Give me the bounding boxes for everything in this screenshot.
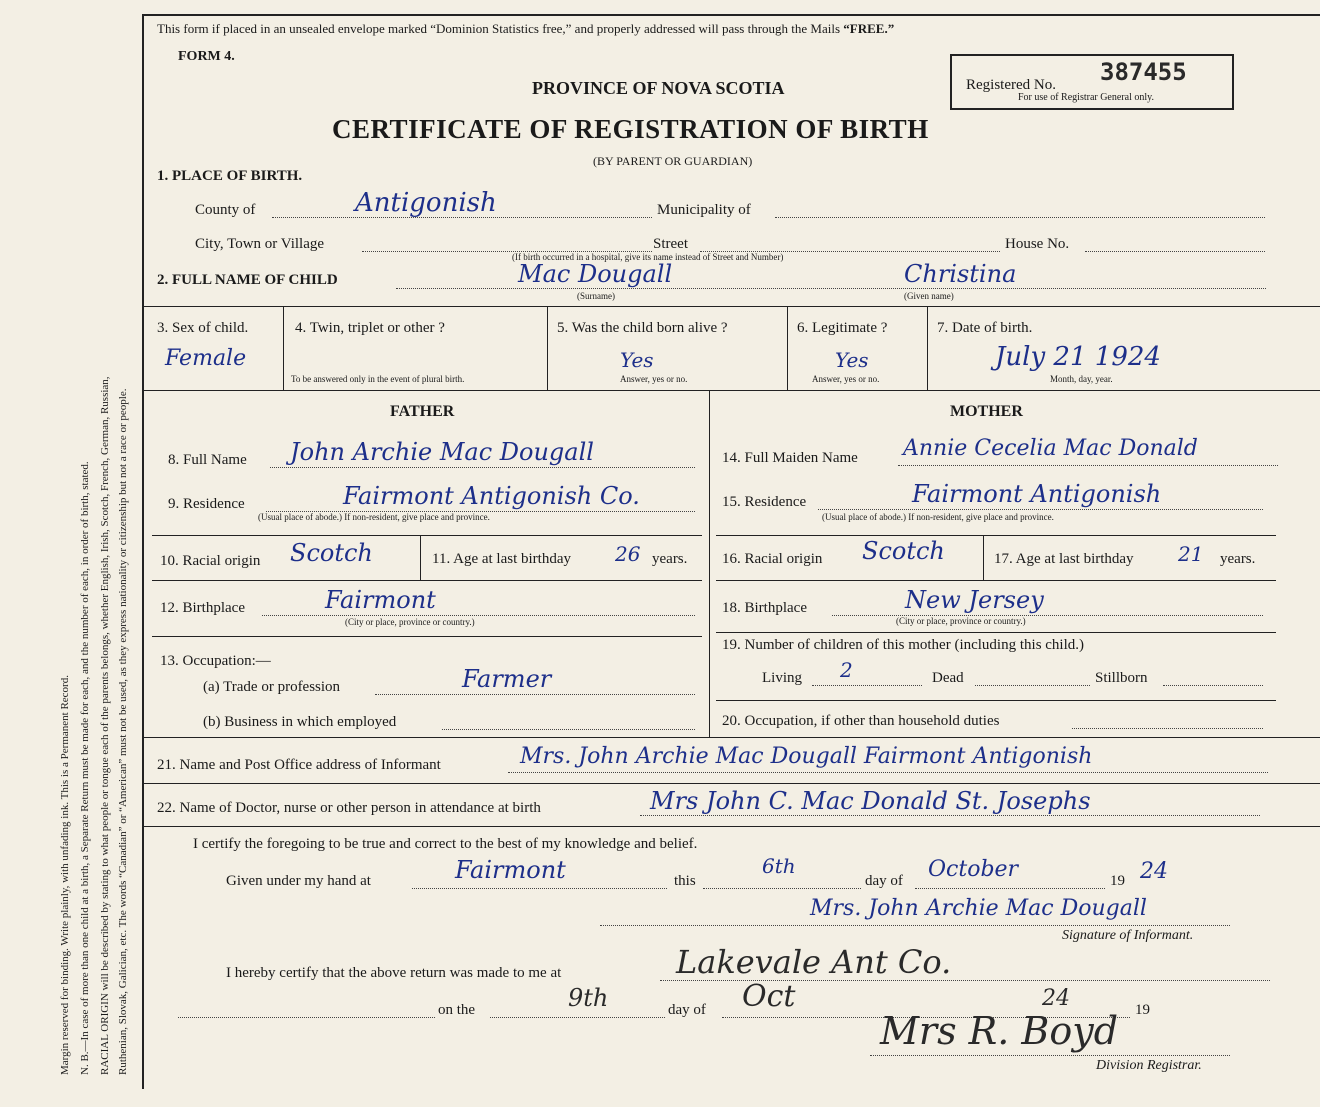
cert-year-prefix: 19 (1110, 873, 1125, 889)
dead-label: Dead (932, 670, 964, 686)
mother-name-label: 14. Full Maiden Name (722, 450, 858, 466)
alive-value: Yes (620, 348, 654, 372)
given-place-line (412, 888, 667, 889)
this-day-value: 6th (762, 854, 796, 878)
cert-year-suffix: 24 (1140, 859, 1168, 884)
father-age-value: 26 (615, 542, 641, 566)
father-birthplace-label: 12. Birthplace (160, 600, 245, 616)
father-racial-value: Scotch (290, 539, 373, 567)
registrar-on-the-label: on the (438, 1002, 476, 1018)
province-heading: PROVINCE OF NOVA SCOTIA (532, 78, 785, 98)
informant-rule-bottom (142, 783, 1320, 784)
registrar-day-line (490, 1017, 665, 1018)
given-caption: (Given name) (904, 291, 954, 301)
county-value: Antigonish (355, 188, 497, 218)
mother-racial-rule-bottom (716, 580, 1276, 581)
informant-signature-caption: Signature of Informant. (1062, 928, 1194, 943)
informant-value: Mrs. John Archie Mac Dougall Fairmont Antigonish (520, 744, 1093, 769)
registrar-signature-line (870, 1055, 1230, 1056)
doctor-rule-bottom (142, 826, 1320, 827)
sex-value: Female (165, 346, 247, 371)
doctor-label: 22. Name of Doctor, nurse or other person in attendance at birth (157, 800, 541, 816)
surname-caption: (Surname) (577, 291, 615, 301)
date-of-birth-note: Month, day, year. (1050, 374, 1113, 384)
sex-label: 3. Sex of child. (157, 320, 249, 336)
mother-occupation-line (1072, 728, 1263, 729)
city-label: City, Town or Village (195, 236, 325, 252)
twin-label: 4. Twin, triplet or other ? (295, 320, 445, 336)
mother-racial-label: 16. Racial origin (722, 551, 823, 567)
municipality-line (775, 217, 1265, 218)
margin-line-3: RACIAL ORIGIN will be described by stating to what people or tongue each of the parents belongs, whether English, Irish, Scotch, French, German, Russian, (99, 376, 111, 1075)
this-label: this (674, 873, 696, 889)
cert-month-value: October (928, 857, 1019, 882)
informant-line (508, 772, 1268, 773)
legitimate-label: 6. Legitimate ? (797, 320, 888, 336)
street-label: Street (653, 236, 688, 252)
margin-line-2: N. B.—In case of more than one child at a birth, a Separate Return must be made for each, and the number of each, in order of birth, stated. (79, 461, 91, 1075)
mother-heading: MOTHER (950, 403, 1023, 420)
father-birthplace-rule (152, 636, 702, 637)
informant-label: 21. Name and Post Office address of Informant (157, 757, 441, 773)
mother-racial-divider (983, 535, 984, 580)
father-racial-label: 10. Racial origin (160, 553, 261, 569)
doctor-value: Mrs John C. Mac Donald St. Josephs (650, 787, 1091, 815)
doctor-line (640, 815, 1260, 816)
father-birthplace-value: Fairmont (325, 586, 436, 614)
page-subtitle: (BY PARENT OR GUARDIAN) (593, 154, 753, 168)
mother-occupation-label: 20. Occupation, if other than household duties (722, 713, 1000, 729)
father-age-unit: years. (652, 551, 688, 567)
mother-birthplace-note: (City or place, province or country.) (896, 616, 1026, 626)
cert-day-of-label: day of (865, 873, 903, 889)
margin-line-1: Margin reserved for binding. Write plainly, with unfading ink. This is a Permanent Record. (59, 675, 71, 1075)
legitimate-note: Answer, yes or no. (812, 374, 880, 384)
mother-residence-note: (Usual place of abode.) If non-resident, give place and province. (822, 512, 1054, 522)
alive-label: 5. Was the child born alive ? (557, 320, 728, 336)
registrar-caption: Division Registrar. (1096, 1058, 1202, 1073)
father-residence-note: (Usual place of abode.) If non-resident, give place and province. (258, 512, 490, 522)
mother-racial-value: Scotch (862, 537, 945, 565)
this-day-line (703, 888, 861, 889)
stillborn-label: Stillborn (1095, 670, 1148, 686)
registrar-month-value: Oct (742, 979, 796, 1014)
father-residence-label: 9. Residence (168, 496, 245, 512)
father-name-value: John Archie Mac Dougall (290, 438, 594, 466)
registered-no-value: 387455 (1100, 58, 1187, 86)
informant-signature-line (600, 925, 1230, 926)
mother-children-rule (716, 700, 1276, 701)
registrar-day-of-label: day of (668, 1002, 706, 1018)
mother-racial-rule-top (716, 535, 1276, 536)
details-divider-3 (787, 306, 788, 390)
margin-line-4: Ruthenian, Slovak, Galician, etc. The words “Canadian” or “American” must not be used, as they express nationality or citizenship but not a race or people. (117, 388, 129, 1075)
registrar-signature: Mrs R. Boyd (880, 1009, 1119, 1053)
mother-birthplace-label: 18. Birthplace (722, 600, 807, 616)
date-of-birth-label: 7. Date of birth. (937, 320, 1033, 336)
father-racial-divider (420, 535, 421, 580)
mother-residence-label: 15. Residence (722, 494, 807, 510)
registrar-day-value: 9th (568, 984, 609, 1012)
legitimate-value: Yes (835, 348, 869, 372)
certify-statement: I certify the foregoing to be true and correct to the best of my knowledge and belief. (193, 836, 698, 852)
county-label: County of (195, 202, 256, 218)
details-divider-1 (283, 306, 284, 390)
details-divider-2 (547, 306, 548, 390)
father-racial-rule-bottom (152, 580, 702, 581)
child-name-label: 2. FULL NAME OF CHILD (157, 272, 338, 288)
mother-residence-line (818, 509, 1263, 510)
living-line (812, 685, 922, 686)
father-business-label: (b) Business in which employed (203, 714, 397, 730)
place-of-birth-label: 1. PLACE OF BIRTH. (157, 168, 303, 184)
top-notice (157, 22, 894, 35)
mother-age-value: 21 (1178, 542, 1204, 566)
left-frame-rule (142, 14, 144, 1089)
dead-line (975, 685, 1090, 686)
details-divider-4 (927, 306, 928, 390)
registrar-statement: I hereby certify that the above return was made to me at (226, 965, 562, 981)
municipality-label: Municipality of (657, 202, 751, 218)
alive-note: Answer, yes or no. (620, 374, 688, 384)
mother-age-unit: years. (1220, 551, 1256, 567)
given-under-label: Given under my hand at (226, 873, 371, 889)
mother-residence-value: Fairmont Antigonish (912, 480, 1162, 508)
father-occupation-label: 13. Occupation:— (160, 653, 271, 669)
mother-birthplace-rule (716, 632, 1276, 633)
father-racial-rule-top (152, 535, 702, 536)
date-of-birth-value: July 21 1924 (995, 342, 1161, 372)
top-notice-text: This form if placed in an unsealed envelope marked “Dominion Statistics free,” and properly addressed will pass through the Mails (157, 21, 841, 36)
twin-note: To be answered only in the event of plural birth. (291, 374, 465, 384)
registrar-year-suffix: 24 (1042, 986, 1070, 1011)
registrar-year-prefix: 19 (1135, 1002, 1150, 1018)
child-given-name: Christina (904, 260, 1017, 288)
mother-name-value: Annie Cecelia Mac Donald (903, 436, 1198, 461)
father-heading: FATHER (390, 403, 455, 420)
house-label: House No. (1005, 236, 1070, 252)
mother-name-line (898, 465, 1278, 466)
father-trade-label: (a) Trade or profession (203, 679, 341, 695)
given-place-value: Fairmont (455, 856, 566, 884)
parents-center-rule (709, 390, 710, 737)
registrar-place-value: Lakevale Ant Co. (676, 943, 952, 981)
father-birthplace-note: (City or place, province or country.) (345, 617, 475, 627)
father-business-line (442, 729, 695, 730)
father-name-label: 8. Full Name (168, 452, 247, 468)
top-notice-free: “FREE.” (843, 21, 895, 36)
page-title: CERTIFICATE OF REGISTRATION OF BIRTH (332, 114, 929, 144)
cert-month-line (915, 888, 1105, 889)
informant-rule-top (142, 737, 1320, 738)
registered-no-note: For use of Registrar General only. (1018, 92, 1154, 103)
top-frame-rule (142, 14, 1320, 16)
stillborn-line (1163, 685, 1263, 686)
hospital-note: (If birth occurred in a hospital, give its name instead of Street and Number) (512, 252, 784, 262)
form-number: FORM 4. (178, 49, 235, 64)
house-line (1085, 251, 1265, 252)
details-bottom-rule (142, 390, 1320, 391)
details-top-rule (142, 306, 1320, 307)
living-label: Living (762, 670, 802, 686)
child-name-line (396, 288, 1266, 289)
mother-age-label: 17. Age at last birthday (994, 551, 1134, 567)
living-value: 2 (840, 658, 853, 682)
registered-no-label: Registered No. (966, 77, 1056, 93)
father-name-line (270, 467, 695, 468)
father-age-label: 11. Age at last birthday (432, 551, 571, 567)
mother-children-label: 19. Number of children of this mother (including this child.) (722, 637, 1085, 653)
mother-birthplace-value: New Jersey (905, 586, 1044, 614)
father-trade-line (375, 694, 695, 695)
father-trade-value: Farmer (462, 665, 552, 693)
child-surname: Mac Dougall (518, 260, 673, 288)
father-residence-value: Fairmont Antigonish Co. (343, 482, 640, 510)
registrar-number-box (950, 54, 1234, 110)
registrar-on-line-left (178, 1017, 435, 1018)
informant-signature: Mrs. John Archie Mac Dougall (810, 896, 1147, 921)
father-birthplace-line (262, 615, 695, 616)
